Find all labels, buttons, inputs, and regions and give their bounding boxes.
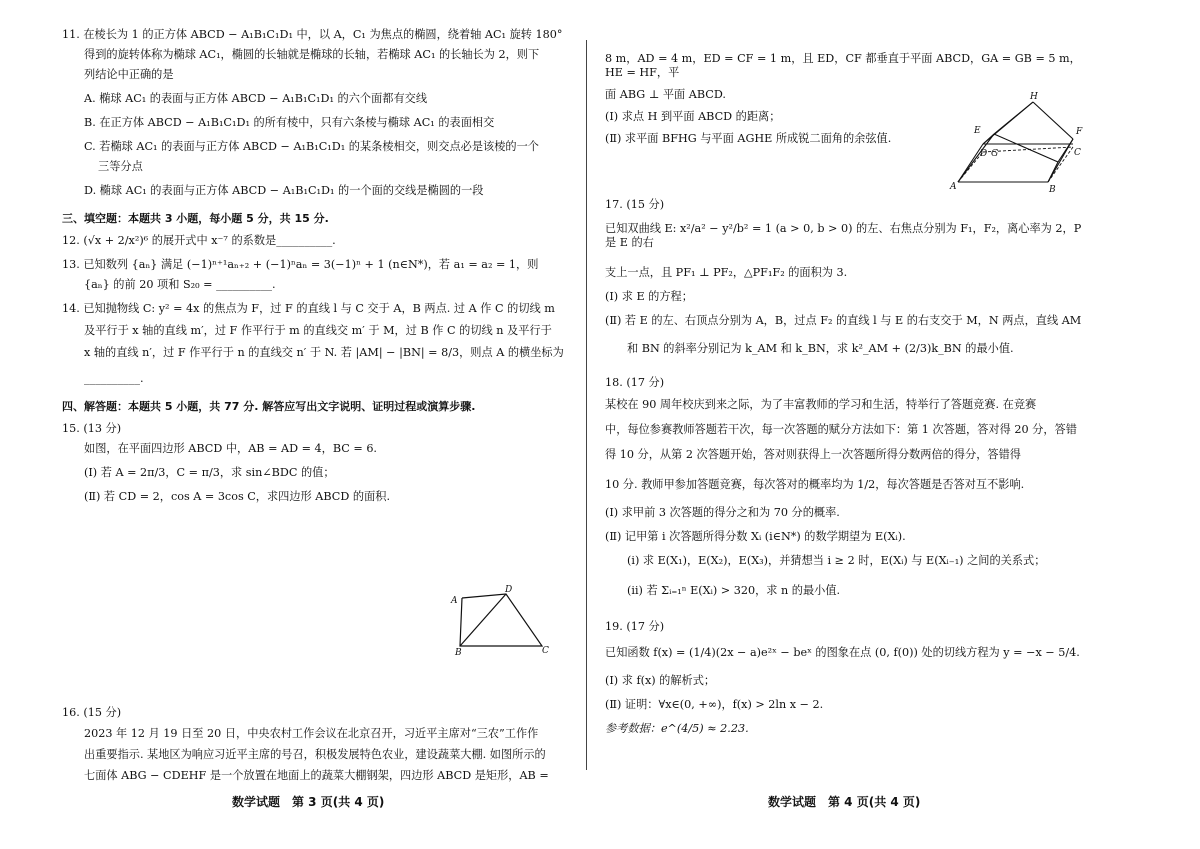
question-18-part-1: (Ⅰ) 求甲前 3 次答题的得分之和为 70 分的概率.	[605, 506, 840, 519]
question-14: 14. 已知抛物线 C: y² = 4x 的焦点为 F，过 F 的直线 l 与 C 交于 A，B 两点. 过 A 作 C 的切线 m	[62, 301, 555, 315]
label-b: B	[455, 648, 462, 657]
question-18-line: 中，每位参赛教师答题若干次，每一次答题的赋分方法如下：第 1 次答题，答对得 20 分，答错	[605, 423, 1077, 436]
question-17-part-2-cont: 和 BN 的斜率分别记为 k_AM 和 k_BN，求 k²_AM + (2/3)k_BN 的最小值.	[627, 342, 1014, 355]
hidden-edge-bc	[1048, 147, 1073, 182]
question-19-reference-data: 参考数据：e^(4/5) ≈ 2.23.	[605, 722, 749, 735]
question-15-stem: 如图，在平面四边形 ABCD 中，AB = AD = 4，BC = 6.	[84, 441, 377, 455]
question-19-part-1: (Ⅰ) 求 f(x) 的解析式；	[605, 674, 716, 687]
question-17-part-2: (Ⅱ) 若 E 的左、右顶点分别为 A，B，过点 F₂ 的直线 l 与 E 的右支交于 M，N 两点，直线 AM	[605, 314, 1082, 327]
edge-hf	[1033, 102, 1073, 139]
diagonal-bd	[460, 594, 506, 646]
question-17-title: 17. (15 分)	[605, 198, 665, 211]
edge-gh	[994, 102, 1033, 134]
q11-line: 列结论中正确的是	[84, 68, 174, 81]
question-19-stem: 已知函数 f(x) = (1/4)(2x − a)e²ˣ − beˣ 的图象在点 (0, f(0)) 处的切线方程为 y = −x − 5/4.	[605, 646, 1080, 659]
question-11	[62, 28, 577, 198]
question-18-line: 10 分. 教师甲参加答题竞赛，每次答对的概率均为 1/2，每次答题是否答对互不影响.	[605, 478, 1025, 491]
question-15-part-1: (Ⅰ) 若 A = 2π/3，C = π/3，求 sin∠BDC 的值；	[84, 465, 335, 479]
label-b: B	[1049, 185, 1056, 194]
section-3-heading: 三、填空题：本题共 3 小题，每小题 5 分，共 15 分.	[62, 212, 329, 225]
q11-line: 11. 在棱长为 1 的正方体 ABCD − A₁B₁C₁D₁ 中，以 A，C₁ 为焦点的椭圆，绕着轴 AC₁ 旋转 180°	[62, 28, 563, 41]
question-13: 13. 已知数列 {aₙ} 满足 (−1)ⁿ⁺¹aₙ₊₂ + (−1)ⁿaₙ = 3(−1)ⁿ + 1 (n∈N*)，若 a₁ = a₂ = 1，则	[62, 257, 539, 271]
page-footer-right: 数学试题 第 4 页(共 4 页)	[768, 795, 921, 809]
question-16-part-2: (Ⅱ) 求平面 BFHG 与平面 AGHE 所成锐二面角的余弦值.	[605, 132, 892, 145]
quadrilateral-outline	[460, 594, 542, 646]
column-divider	[586, 40, 587, 770]
label-c: C	[1074, 148, 1081, 158]
label-c: C	[542, 646, 549, 656]
question-18-title: 18. (17 分)	[605, 376, 665, 389]
question-17-line: 支上一点，且 PF₁ ⊥ PF₂，△PF₁F₂ 的面积为 3.	[605, 266, 848, 279]
edge-gf	[1058, 139, 1073, 162]
question-12: 12. (√x + 2/x²)⁶ 的展开式中 x⁻⁷ 的系数是__________.	[62, 233, 336, 247]
question-18-part-2-ii: (ⅱ) 若 Σᵢ₌₁ⁿ E(Xᵢ) > 320，求 n 的最小值.	[627, 584, 841, 597]
question-14-cont: x 轴的直线 n′，过 F 作平行于 n 的直线交 n′ 于 N. 若 |AM| − |BN| = 8/3，则点 A 的横坐标为	[84, 345, 564, 359]
edge-gb	[1048, 162, 1058, 182]
question-18-part-2: (Ⅱ) 记甲第 i 次答题所得分数 Xᵢ (i∈N*) 的数学期望为 E(Xᵢ).	[605, 530, 906, 543]
q11-option-a: A. 椭球 AC₁ 的表面与正方体 ABCD − A₁B₁C₁D₁ 的六个面都有交线	[84, 92, 428, 105]
question-16-line: 面 ABG ⊥ 平面 ABCD.	[605, 88, 726, 101]
question-17-part-1: (Ⅰ) 求 E 的方程；	[605, 290, 693, 303]
label-d: D	[980, 149, 988, 159]
question-19-title: 19. (17 分)	[605, 620, 665, 633]
right-column-lower	[605, 198, 1090, 746]
label-f: F	[1076, 127, 1083, 137]
question-18-part-2-i: (ⅰ) 求 E(X₁)，E(X₂)，E(X₃)，并猜想当 i ≥ 2 时，E(Xᵢ) 与 E(Xᵢ₋₁) 之间的关系式；	[627, 554, 1046, 567]
question-16-line: 2023 年 12 月 19 日至 20 日，中央农村工作会议在北京召开，习近平主席对“三农”工作作	[84, 727, 539, 740]
question-16-line: 七面体 ABG − CDEHF 是一个放置在地面上的蔬菜大棚钢架，四边形 ABCD 是矩形，AB =	[84, 769, 549, 782]
question-15-title: 15. (13 分)	[62, 421, 122, 435]
quadrilateral-figure	[448, 585, 558, 657]
question-17-line: 已知双曲线 E: x²/a² − y²/b² = 1 (a > 0, b > 0) 的左、右焦点分别为 F₁，F₂，离心率为 2，P 是 E 的右	[605, 222, 1085, 249]
question-13-cont: {aₙ} 的前 20 项和 S₂₀ = __________.	[84, 277, 276, 291]
question-16-line: 出重要指示. 某地区为响应习近平主席的号召，积极发展特色农业，建设蔬菜大棚. 如图所示的	[84, 748, 546, 761]
question-18-line: 得 10 分，从第 2 次答题开始，答对则获得上一次答题所得分数两倍的得分，答错得	[605, 448, 1021, 461]
q11-option-c: C. 若椭球 AC₁ 的表面与正方体 ABCD − A₁B₁C₁D₁ 的某条棱相交，则交点必是该棱的一个	[84, 140, 539, 153]
question-19-part-2: (Ⅱ) 证明：∀x∈(0, +∞)，f(x) > 2ln x − 2.	[605, 698, 824, 711]
q11-option-d: D. 椭球 AC₁ 的表面与正方体 ABCD − A₁B₁C₁D₁ 的一个面的交线是椭圆的一段	[84, 184, 484, 197]
question-16-title: 16. (15 分)	[62, 706, 122, 719]
q11-option-b: B. 在正方体 ABCD − A₁B₁C₁D₁ 的所有棱中，只有六条棱与椭球 AC₁ 的表面相交	[84, 116, 495, 129]
label-a: A	[451, 596, 458, 606]
question-15-part-2: (Ⅱ) 若 CD = 2，cos A = 3cos C，求四边形 ABCD 的面积.	[84, 489, 391, 503]
label-e: E	[974, 126, 981, 136]
question-16-part-1: (Ⅰ) 求点 H 到平面 ABCD 的距离；	[605, 110, 781, 123]
question-14-blank: __________.	[84, 371, 144, 385]
q11-option-c-cont: 三等分点	[98, 160, 143, 173]
question-14-cont: 及平行于 x 轴的直线 m′，过 F 作平行于 m 的直线交 m′ 于 M，过 B 作 C 的切线 n 及平行于	[84, 323, 552, 337]
left-column	[62, 28, 577, 514]
greenhouse-frame-figure	[948, 92, 1088, 194]
label-g: G	[991, 149, 999, 159]
question-16-line: 8 m，AD = 4 m，ED = CF = 1 m，且 ED，CF 都垂直于平面 ABCD，GA = GB = 5 m，HE = HF，平	[605, 52, 1081, 79]
label-d: D	[505, 585, 513, 595]
question-18-line: 某校在 90 周年校庆到来之际，为了丰富教师的学习和生活，特举行了答题竞赛. 在竞赛	[605, 398, 1037, 411]
edge-ga	[958, 134, 994, 182]
section-4-heading: 四、解答题：本题共 5 小题，共 77 分. 解答应写出文字说明、证明过程或演算步骤.	[62, 399, 476, 413]
label-h: H	[1030, 92, 1038, 102]
page-footer-left: 数学试题 第 3 页(共 4 页)	[232, 795, 385, 809]
left-column-bottom	[62, 706, 577, 793]
q11-line: 得到的旋转体称为椭球 AC₁，椭圆的长轴就是椭球的长轴，若椭球 AC₁ 的长轴长为 2，则下	[84, 48, 540, 61]
label-a: A	[950, 182, 957, 192]
